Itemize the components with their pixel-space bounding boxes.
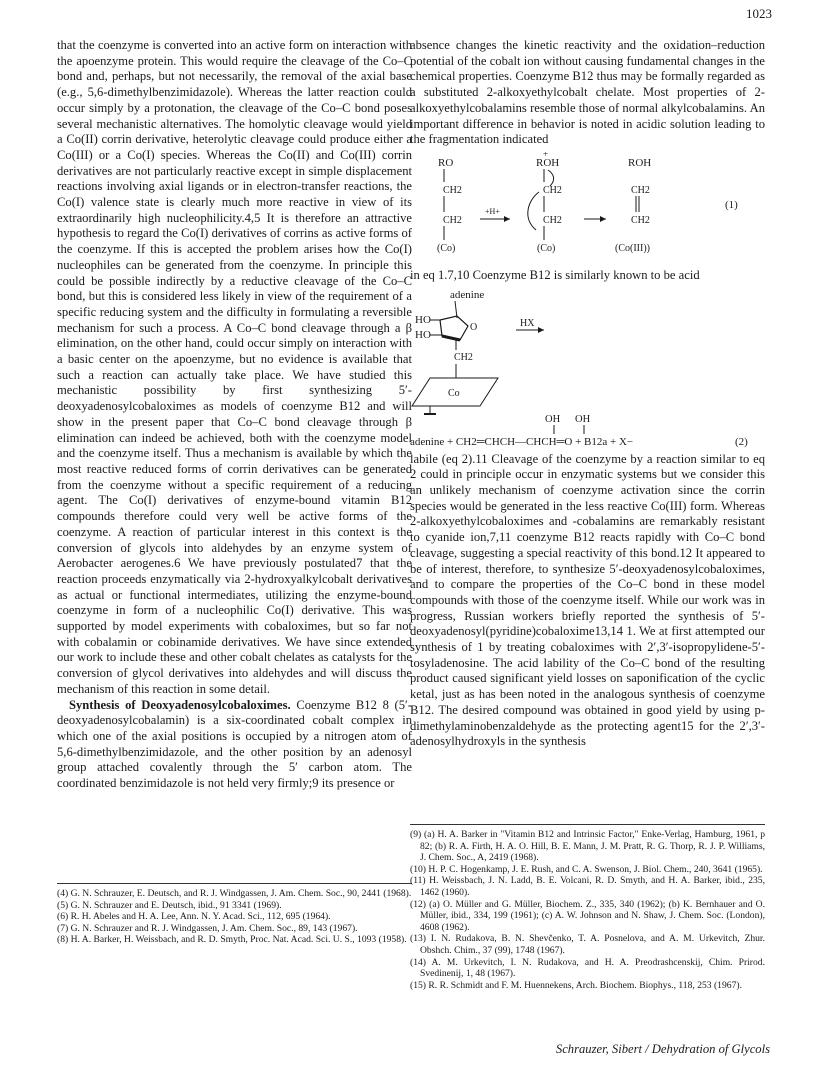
eq2-oh-2: OH (575, 413, 591, 425)
footnote-4: (4) G. N. Schrauzer, E. Deutsch, and R. J. Windgassen, J. Am. Chem. Soc., 90, 2441 (1968). (57, 888, 412, 899)
eq2-reagent: HX (520, 317, 535, 329)
eq1-ch2-a: CH2 (443, 184, 462, 196)
right-paragraph-3: labile (eq 2).11 Cleavage of the coenzyme by a reaction similar to eq 2 could in principle occur in enzymatic systems but we consider this an unlikely mechanism of coenzyme activation since the corrin species would be generated in the less reactive Co(III) form. Whereas 2-alkoxyethylcobaloximes and -cobalamins are remarkably resistant to cyanide ion,7,11 coenzyme B12 reacts rapidly with Co–C bond cleavage, suggesting a special reactivity of this bond.12 It appeared to be of interest, therefore, to synthesize 5′-deoxyadenosylcobaloximes, and to compare the properties of the Co–C bond in these model compounds with those of the coenzyme itself. While our work was in progress, Russian workers briefly reported the synthesis of 5′-deoxyadenosyl(pyridine)cobaloxime13,14 1. We at first attempted our synthesis of 1 by treating cobaloximes with 2′,3′-isopropylidene-5′-tosyladenosine. The acid lability of the Co–C bond of the resulting product caused significant yield losses on saponification of the cyclic ketal, just as has been noted in the analogous synthesis of coenzyme B12. The desired compound was obtained in good yield by using p-dimethylaminobenzaldehyde as the protecting agent15 for the 2′,3′-adenosylhydroxyls in the synthesis (410, 451, 765, 749)
footnote-6: (6) R. H. Abeles and H. A. Lee, Ann. N. Y. Acad. Sci., 112, 695 (1964). (57, 911, 331, 923)
eq1-plus: + (543, 151, 549, 159)
equation-1-scheme (410, 152, 765, 264)
eq1-ch2-f: CH2 (631, 214, 650, 226)
left-paragraph-2 (57, 698, 412, 792)
left-paragraph-2-text: Coenzyme B12 8 (5′-deoxyadenosylcobalamin) is a six-coordinated cobalt complex in which one of the axial positions is occupied by a nitrogen atom of 5,6-dimethylbenzimidazole, and the other position by an adenosyl group attached covalently through the 5′ carbon atom. The coordinated benzimidazole is not held very firmly;9 its presence or (57, 697, 412, 791)
footnote-14: (14) A. M. Urkevitch, I. N. Rudakova, and H. A. Preodrashcenskij, Chim. Prirod. Svedinenij, 1, 48 (1967). (410, 956, 765, 980)
eq2-ch2: CH2 (454, 351, 473, 363)
eq2-ho-2: HO (415, 328, 431, 341)
eq1-ro: RO (438, 156, 454, 169)
footnote-5: (5) G. N. Schrauzer and E. Deutsch, ibid., 91 3341 (1969). (57, 899, 282, 911)
footnote-13: (13) I. N. Rudakova, B. N. Shevčenko, T. A. Posnelova, and A. M. Urkevitch, Zhur. Obshch. Chim., 37 (99), 1748 (1967). (410, 933, 765, 956)
eq1-number: (1) (725, 198, 738, 211)
equation-2-scheme (410, 288, 765, 448)
footnote-9: (9) (a) H. A. Barker in "Vitamin B12 and Intrinsic Factor," Enke-Verlag, Hamburg, 1961, p 82; (b) R. A. Firth, H. A. O. Hill, B. E. Mann, J. M. Pratt, R. G. Thorp, R. J. P. Williams, J. Chem. Soc., A, 2419 (1968). (410, 829, 765, 864)
eq1-ch2-d: CH2 (543, 214, 562, 226)
eq2-co: Co (448, 387, 460, 399)
eq1-ch2-b: CH2 (443, 214, 462, 226)
footnote-11: (11) H. Weissbach, J. N. Ladd, B. E. Volcani, R. D. Smyth, and H. A. Barker, ibid., 235, 1462 (1960). (410, 875, 765, 898)
eq1-ch2-c: CH2 (543, 184, 562, 196)
right-footnotes (410, 824, 765, 991)
eq1-reagent: +H+ (485, 206, 500, 216)
page-number: 1023 (746, 6, 772, 21)
eq2-products: adenine + CH2═CHCH—CHCH═O + B12a + X− (410, 435, 634, 448)
eq1-roh-a: ROH (536, 156, 560, 169)
footnote-7: (7) G. N. Schrauzer and R. J. Windgassen, J. Am. Chem. Soc., 89, 143 (1967). (57, 922, 358, 934)
footnote-12: (12) (a) O. Müller and G. Müller, Biochem. Z., 335, 340 (1962); (b) K. Bernhauer and O. Müller, ibid., 334, 199 (1961); (c) A. W. Johnson and N. Shaw, J. Chem. Soc. (London), 4608 (1962). (410, 898, 765, 933)
footnote-10: (10) H. P. C. Hogenkamp, J. E. Rush, and C. A. Swenson, J. Biol. Chem., 240, 3641 (1965). (410, 863, 763, 875)
eq2-ho-1: HO (415, 313, 431, 326)
eq2-o: O (470, 321, 478, 333)
right-paragraph-1: absence changes the kinetic reactivity and the oxidation–reduction potential of the cobalt ion without causing fundamental changes in the chemical properties. Coenzyme B12 thus may be formally regarded as a substituted 2-alkoxyethylcobalt chelate. Most properties of 2-alkoxyethylcobalamins resemble those of normal alkylcobalamins. An important difference in behavior is noted in acidic solution leading to the fragmentation indicated (410, 38, 765, 147)
footnote-15: (15) R. R. Schmidt and F. M. Huennekens, Arch. Biochem. Biophys., 118, 253 (1967). (410, 979, 742, 991)
eq2-number: (2) (735, 435, 748, 448)
eq2-oh-1: OH (545, 413, 561, 425)
footnote-8: (8) H. A. Barker, H. Weissbach, and R. D. Smyth, Proc. Nat. Acad. Sci. U. S., 1093 (1958). (57, 934, 407, 946)
right-paragraph-2: in eq 1.7,10 Coenzyme B12 is similarly known to be acid (410, 267, 700, 282)
eq1-roh-b: ROH (628, 156, 652, 169)
eq2-adenine: adenine (450, 288, 485, 301)
footnote-rule (57, 883, 412, 884)
eq1-co-c: (Co(III)) (615, 242, 650, 254)
section-heading: Synthesis of Deoxyadenosylcobaloximes. (69, 697, 291, 712)
left-paragraph-1: that the coenzyme is converted into an active form on interaction with the apoenzyme protein. This would require the cleavage of the Co–C bond and, perhaps, but not necessarily, the removal of the axial base (e.g., 5,6-dimethylbenzimidazole). Whereas the latter reaction could occur simply by a protonation, the cleavage of the Co–C bond poses several mechanistic alternatives. The homolytic cleavage would yield a Co(II) corrin derivative, heterolytic cleavage could produce either a Co(III) or a Co(I) species. Whereas the Co(II) and Co(III) corrin derivatives are not particularly reactive except in simple displacement reactions involving axial ligands or in electron-transfer reactions, the Co(I) valence state is clearly much more reactive in view of its extraordinarily high nucleophilicity.4,5 It is therefore an attractive hypothesis to regard the Co(I) derivatives of corrins as active forms of the coenzyme. If this is accepted the problem arises how the Co(I) nucleophiles can be generated from the coenzyme. In principle this could be possible indirectly by a reductive cleavage of the Co–C bond, but this is considered less likely in view of the requirement of a specific reducing system and the difficulty in formulating a reversible mechanism for such a process. A Co–C bond cleavage through a β elimination, on the other hand, could occur simply on interaction with a basic center on the apoenzyme, but no evidence is available that such a reaction can actually take place. We have studied this mechanistic possibility by first synthesizing 5′-deoxyadenosylcobaloximes as models of coenzyme B12 and will show in the present paper that Co–C bond cleavage through β elimination can indeed be achieved, both with the coenzyme model and the coenzyme itself. Thus a mechanism is available by which the most reactive reduced forms of corrin derivatives can be generated from the coenzyme without a specific requirement of a reducing agent. The Co(I) derivatives of enzyme-bound vitamin B12 compounds therefore could very well be active forms of the coenzyme. A reaction of particular interest in this context is the conversion of glycols into aldehydes by an enzyme system of Aerobacter aerogenes.6 We have previously postulated7 that the reaction proceeds enzymatically via 2-hydroxyalkylcobalt derivatives as actual or functional intermediates, utilizing the enzyme-bound coenzyme in form of a nucleophilic Co(I) derivative. This was supported by model experiments with cobaloximes, but so far not with cobalamin or cobinamide derivatives. We have since extended our work to include these and other cobalt chelates as catalysts for the conversion of glycol derivatives into aldehydes and will discuss the mechanism of this reaction in some detail. (57, 38, 412, 696)
footnote-rule-right (410, 824, 765, 825)
eq1-co-b: (Co) (537, 242, 556, 254)
eq1-ch2-e: CH2 (631, 184, 650, 196)
eq1-co-a: (Co) (437, 242, 456, 254)
left-column (57, 38, 412, 792)
left-footnotes (57, 883, 412, 946)
running-footer: Schrauzer, Sibert / Dehydration of Glycols (555, 1042, 770, 1056)
right-column (410, 38, 765, 750)
